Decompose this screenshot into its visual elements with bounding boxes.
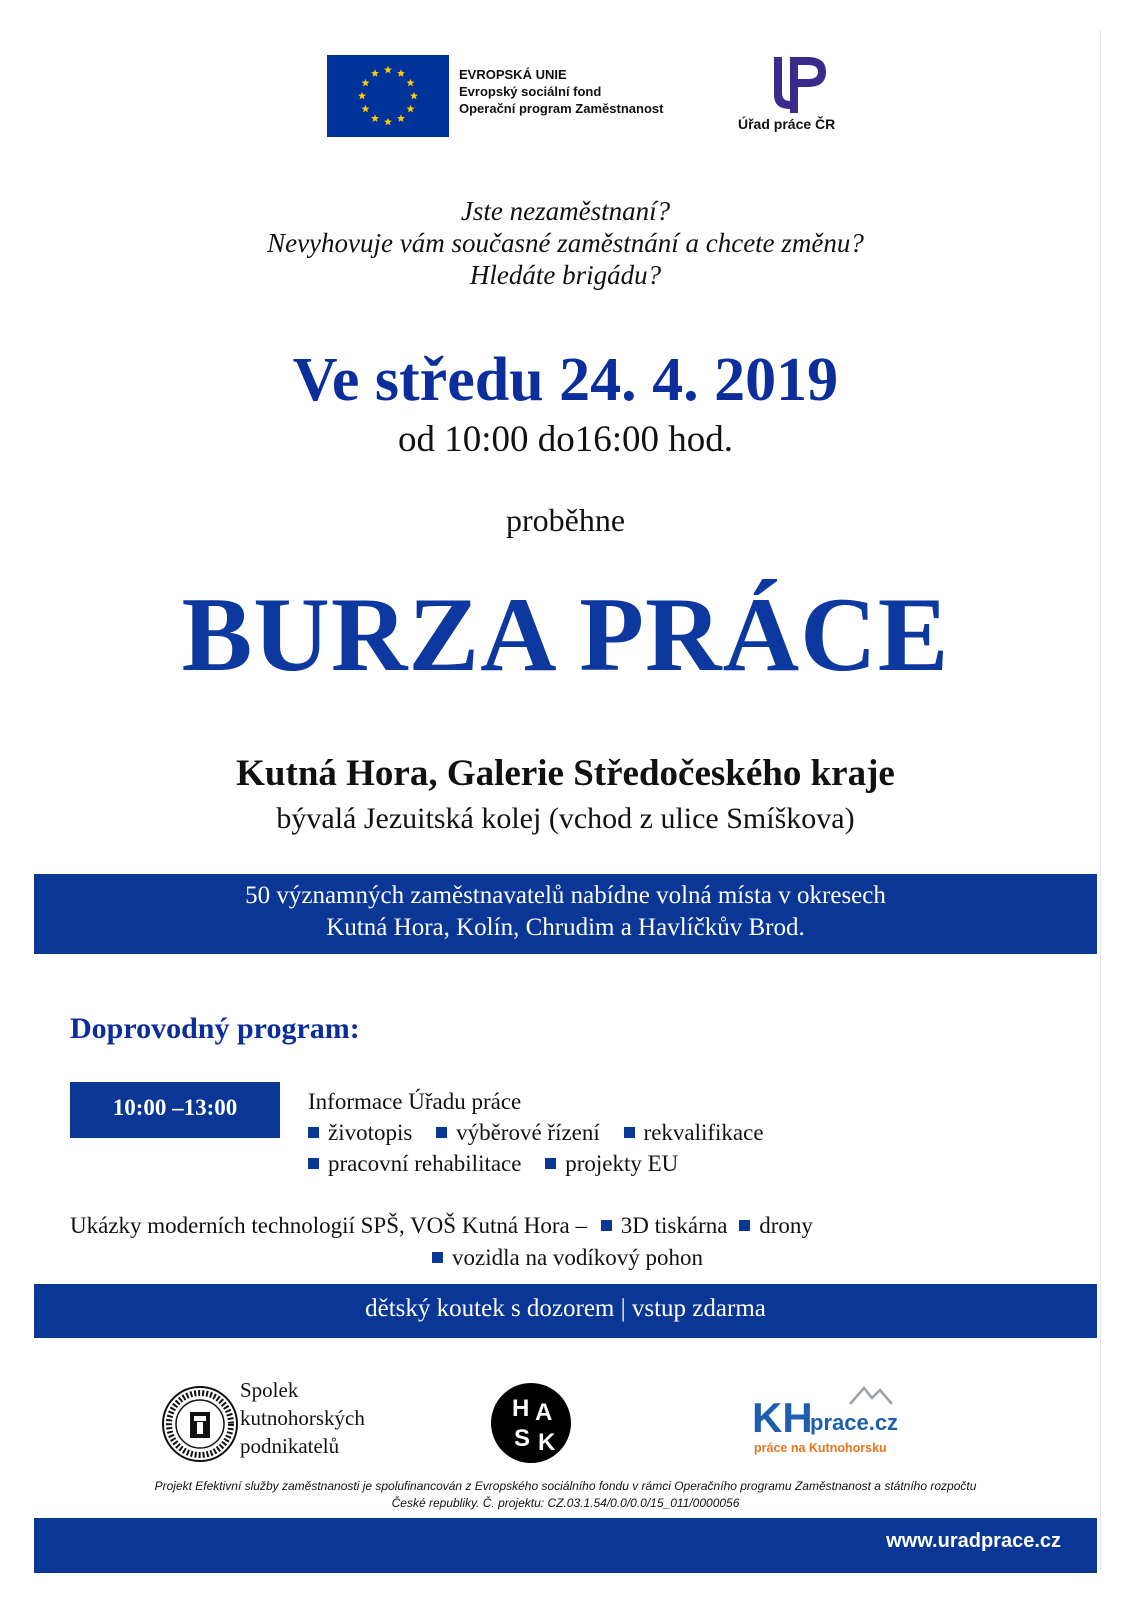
mountain-icon	[850, 1388, 892, 1404]
questions-block	[0, 195, 1131, 291]
eu-star-icon	[358, 92, 366, 100]
bullet-square-icon	[601, 1220, 612, 1231]
list-item: projekty EU	[545, 1151, 678, 1176]
eu-star-icon	[384, 66, 392, 74]
eu-star-icon	[371, 69, 379, 77]
event-date: Ve středu 24. 4. 2019	[292, 346, 839, 414]
list-item: pracovní rehabilitace	[308, 1151, 521, 1176]
hask-letter: A	[535, 1399, 553, 1426]
kh-main-text: KH	[752, 1394, 813, 1441]
program-heading: Doprovodný program:	[70, 1012, 360, 1045]
demo-line-2	[432, 1242, 703, 1273]
bullet-square-icon	[432, 1252, 443, 1263]
hask-letter: H	[512, 1395, 530, 1422]
kids-banner: dětský koutek s dozorem | vstup zdarma	[34, 1284, 1097, 1338]
bullet-square-icon	[739, 1220, 750, 1231]
demo-item: vozidla na vodíkový pohon	[452, 1245, 704, 1270]
bullet-square-icon	[436, 1127, 447, 1138]
bullet-square-icon	[624, 1127, 635, 1138]
eu-flag-logo	[327, 55, 449, 137]
hask-letter: S	[514, 1425, 531, 1452]
urad-prace-label: Úřad práce ČR	[738, 116, 836, 132]
eu-star-icon	[407, 79, 415, 87]
list-item: rekvalifikace	[624, 1120, 764, 1145]
eu-line-2: Evropský sociální fond	[459, 84, 602, 99]
hask-logo-icon	[490, 1382, 572, 1464]
eu-star-icon	[361, 79, 369, 87]
spolek-text	[240, 1376, 365, 1460]
eu-star-icon	[410, 92, 418, 100]
kh-tagline: práce na Kutnohorsku	[754, 1441, 887, 1455]
question-1: Jste nezaměstnaní?	[460, 196, 671, 226]
hask-letter: K	[538, 1429, 556, 1456]
demo-prefix: Ukázky moderních technologií SPŠ, VOŠ Kutná Hora –	[70, 1213, 588, 1238]
eu-star-icon	[407, 105, 415, 113]
eu-line-1: EVROPSKÁ UNIE	[459, 67, 567, 82]
program-time-slot: 10:00 –13:00	[70, 1082, 280, 1138]
demo-line	[70, 1210, 813, 1241]
website-link[interactable]: www.uradprace.cz	[886, 1530, 1061, 1552]
eu-stars-icon	[327, 55, 449, 137]
event-time: od 10:00 do16:00 hod.	[397, 419, 734, 460]
info-row-2	[308, 1148, 782, 1179]
bullet-square-icon	[308, 1127, 319, 1138]
program-info-block	[308, 1086, 782, 1179]
bullet-square-icon	[545, 1158, 556, 1169]
eu-star-icon	[397, 114, 405, 122]
footer-note-line-2: České republiky. Č. projektu: CZ.03.1.54/0.0/0.0/15_011/0000056	[391, 1496, 740, 1510]
eu-star-icon	[384, 118, 392, 126]
urad-prace-logo-icon	[768, 55, 832, 115]
employers-line-1: 50 významných zaměstnavatelů nabídne volná místa v okresech	[245, 882, 886, 909]
venue-title: Kutná Hora, Galerie Středočeského kraje	[236, 753, 895, 794]
employers-line-2: Kutná Hora, Kolín, Chrudim a Havlíčkův Brod.	[326, 914, 805, 941]
footer-note	[40, 1478, 1091, 1512]
demo-item: drony	[759, 1213, 813, 1238]
question-3: Hledáte brigádu?	[469, 260, 662, 290]
demo-item: 3D tiskárna	[620, 1213, 728, 1238]
eu-star-icon	[371, 114, 379, 122]
list-item: životopis	[308, 1120, 412, 1145]
info-title: Informace Úřadu práce	[308, 1089, 522, 1114]
list-item: výběrové řízení	[436, 1120, 600, 1145]
venue-subtitle: bývalá Jezuitská kolej (vchod z ulice Smíškova)	[276, 802, 855, 835]
eu-star-icon	[361, 105, 369, 113]
employers-banner	[34, 874, 1097, 954]
kh-suffix-text: prace.cz	[810, 1410, 899, 1435]
question-2: Nevyhovuje vám současné zaměstnání a chcete změnu?	[267, 228, 864, 258]
footer-note-line-1: Projekt Efektivní služby zaměstnanosti je spolufinancován z Evropského sociálního fondu v rámci Operačního programu Zaměstnanost a státního rozpočtu	[154, 1479, 977, 1493]
khprace-logo	[752, 1382, 912, 1462]
bullet-square-icon	[308, 1158, 319, 1169]
main-title: BURZA PRÁCE	[181, 576, 950, 693]
spolek-seal-icon	[160, 1384, 240, 1464]
eu-text-block	[459, 66, 663, 117]
spolek-line-1: Spolek	[240, 1378, 299, 1402]
eu-line-3: Operační program Zaměstnanost	[459, 101, 664, 116]
eu-star-icon	[397, 69, 405, 77]
info-row-1	[308, 1117, 782, 1148]
spolek-line-2: kutnohorských	[240, 1406, 365, 1430]
spolek-line-3: podnikatelů	[240, 1434, 340, 1458]
event-intro: proběhne	[505, 502, 626, 538]
